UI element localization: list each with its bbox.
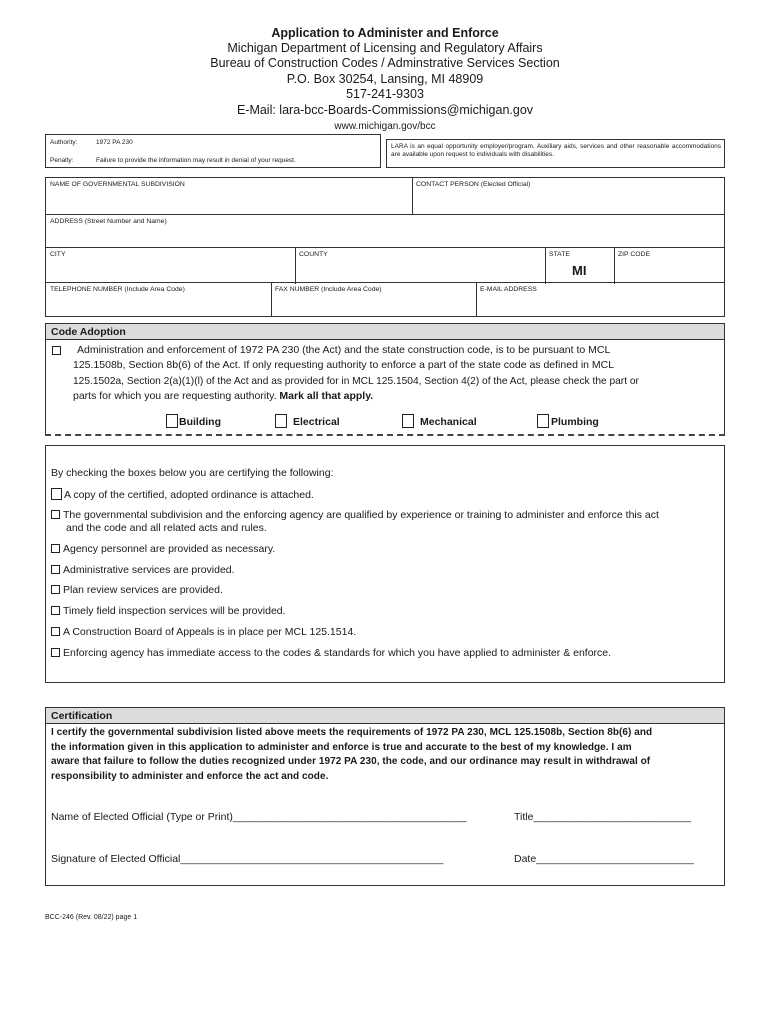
state-value: MI	[572, 263, 587, 278]
signature-field[interactable]: Signature of Elected Official_____________________________________________	[51, 853, 444, 865]
address-field[interactable]	[46, 214, 724, 247]
appeals-checkbox[interactable]	[51, 627, 60, 636]
authority-value: 1972 PA 230	[96, 139, 133, 146]
enforce-all-checkbox[interactable]	[52, 346, 61, 355]
certification-heading: Certification	[45, 707, 725, 724]
electrical-checkbox[interactable]	[275, 414, 287, 428]
mark-all-instruction: Mark all that apply.	[279, 390, 374, 402]
personnel-text: Agency personnel are provided as necessary.	[63, 543, 276, 555]
email-field[interactable]	[476, 283, 724, 317]
code-adoption-section	[45, 340, 725, 435]
telephone-label: TELEPHONE NUMBER (Include Area Code)	[50, 286, 185, 293]
qualified-checkbox[interactable]	[51, 510, 60, 519]
mechanical-checkbox[interactable]	[402, 414, 414, 428]
phone-row	[46, 282, 724, 316]
date-field[interactable]: Date___________________________	[514, 853, 694, 865]
plumbing-checkbox[interactable]	[537, 414, 549, 428]
ordinance-checkbox[interactable]	[51, 488, 62, 500]
admin-text: Administrative services are provided.	[63, 564, 235, 576]
building-checkbox[interactable]	[166, 414, 178, 428]
authority-box	[45, 134, 381, 168]
mechanical-option[interactable]	[402, 414, 477, 428]
city-label: CITY	[50, 251, 66, 258]
state-label: STATE	[549, 251, 570, 258]
access-text: Enforcing agency has immediate access to the codes & standards for which you have applied to administer & enforce.	[63, 647, 612, 659]
plan-review-checkbox[interactable]	[51, 585, 60, 594]
certify-intro: By checking the boxes below you are certifying the following:	[51, 467, 334, 479]
email-label: E-MAIL ADDRESS	[480, 286, 537, 293]
certify-item-qualified[interactable]	[51, 509, 659, 522]
mailing-address: P.O. Box 30254, Lansing, MI 48909	[286, 72, 484, 86]
personnel-checkbox[interactable]	[51, 544, 60, 553]
section-divider	[45, 434, 725, 436]
inspection-text: Timely field inspection services will be provided.	[63, 605, 286, 617]
qualified-text: The governmental subdivision and the enforcing agency are qualified by experience or training to administer and enforce this act	[63, 509, 659, 521]
plumbing-option[interactable]	[537, 414, 599, 428]
electrical-option[interactable]	[275, 414, 340, 428]
ordinance-text: A copy of the certified, adopted ordinance is attached.	[64, 489, 314, 501]
elected-official-name-field[interactable]: Name of Elected Official (Type or Print)________________________________________	[51, 811, 467, 823]
county-label: COUNTY	[299, 251, 328, 258]
zip-label: ZIP CODE	[618, 251, 650, 258]
certify-item-ordinance[interactable]	[51, 488, 314, 502]
access-checkbox[interactable]	[51, 648, 60, 657]
contact-email: E-Mail: lara-bcc-Boards-Commissions@michigan.gov	[236, 103, 534, 117]
bureau-name: Bureau of Construction Codes / Adminstrative Services Section	[210, 56, 560, 70]
authority-label: Authority:	[50, 139, 78, 146]
city-county-row	[46, 247, 724, 284]
lara-notice-box	[386, 139, 725, 168]
appeals-text: A Construction Board of Appeals is in place per MCL 125.1514.	[63, 626, 357, 638]
telephone-field[interactable]	[46, 283, 271, 317]
penalty-label: Penalty:	[50, 157, 74, 164]
certification-line3: aware that failure to follow the duties recognized under 1972 PA 230, the code, and our ordinance may result in withdrawal of	[51, 756, 651, 767]
plan-review-text: Plan review services are provided.	[63, 584, 223, 596]
certification-line1: I certify the governmental subdivision listed above meets the requirements of 1972 PA 230, MCL 125.1508b, Section 8b(6) and	[51, 727, 653, 738]
inspection-checkbox[interactable]	[51, 606, 60, 615]
electrical-label: Electrical	[293, 416, 340, 428]
applicant-info-grid	[45, 177, 725, 317]
certify-item-plan-review[interactable]	[51, 584, 223, 597]
certification-line2: the information given in this application to administer and enforce is true and accurate to the best of my knowledge. I am	[51, 742, 632, 753]
lara-notice: LARA is an equal opportunity employer/program. Auxiliary aids, services and other reasonable accommodations are available upon request to individuals with disabilities.	[391, 143, 721, 158]
code-adoption-heading: Code Adoption	[45, 323, 725, 340]
gov-subdivision-field[interactable]	[46, 178, 412, 214]
form-id: BCC-246 (Rev. 08/22) page 1	[45, 914, 138, 921]
address-label: ADDRESS (Street Number and Name)	[50, 218, 167, 225]
contact-person-field[interactable]	[412, 178, 724, 214]
building-label: Building	[179, 416, 221, 428]
code-adoption-line3: 125.1502a, Section 2(a)(1)(l) of the Act and as provided for in MCL 125.1504, Section 4(2) of the Act, please check the part or	[73, 376, 639, 387]
contact-person-label: CONTACT PERSON (Elected Official)	[416, 181, 531, 188]
code-adoption-line2: 125.1508b, Section 8b(6) of the Act. If only requesting authority to enforce a part of the state code as defined in MCL	[73, 359, 615, 371]
admin-checkbox[interactable]	[51, 565, 60, 574]
certify-item-inspection[interactable]	[51, 605, 286, 618]
certify-item-qualified-cont: and the code and all related acts and rules.	[66, 522, 267, 534]
certify-item-access[interactable]	[51, 647, 611, 660]
form-title: Application to Administer and Enforce	[271, 26, 499, 40]
department-name: Michigan Department of Licensing and Regulatory Affairs	[227, 41, 543, 55]
fax-field[interactable]	[271, 283, 476, 317]
code-adoption-line4-text: parts for which you are requesting authority.	[73, 390, 280, 402]
code-adoption-line1: Administration and enforcement of 1972 PA 230 (the Act) and the state construction code, is to be pursuant to MCL	[77, 344, 611, 356]
website-link[interactable]: www.michigan.gov/bcc	[334, 121, 436, 132]
certify-item-personnel[interactable]	[51, 543, 275, 556]
certify-item-appeals[interactable]	[51, 626, 356, 639]
title-field[interactable]: Title___________________________	[514, 811, 692, 823]
certification-line4: responsibility to administer and enforce the act and code.	[51, 771, 329, 782]
plumbing-label: Plumbing	[551, 416, 599, 428]
building-option[interactable]	[166, 414, 221, 428]
mechanical-label: Mechanical	[420, 416, 477, 428]
zip-field[interactable]	[614, 248, 724, 284]
code-adoption-line4	[73, 389, 373, 405]
county-field[interactable]	[295, 248, 545, 284]
gov-subdivision-label: NAME OF GOVERNMENTAL SUBDIVISION	[50, 181, 185, 188]
fax-label: FAX NUMBER (Include Area Code)	[275, 286, 382, 293]
state-field[interactable]	[545, 248, 614, 284]
city-field[interactable]	[46, 248, 295, 284]
penalty-value: Failure to provide the information may result in denial of your request.	[96, 157, 296, 164]
phone-number: 517-241-9303	[346, 87, 424, 101]
certify-item-admin[interactable]	[51, 564, 235, 577]
